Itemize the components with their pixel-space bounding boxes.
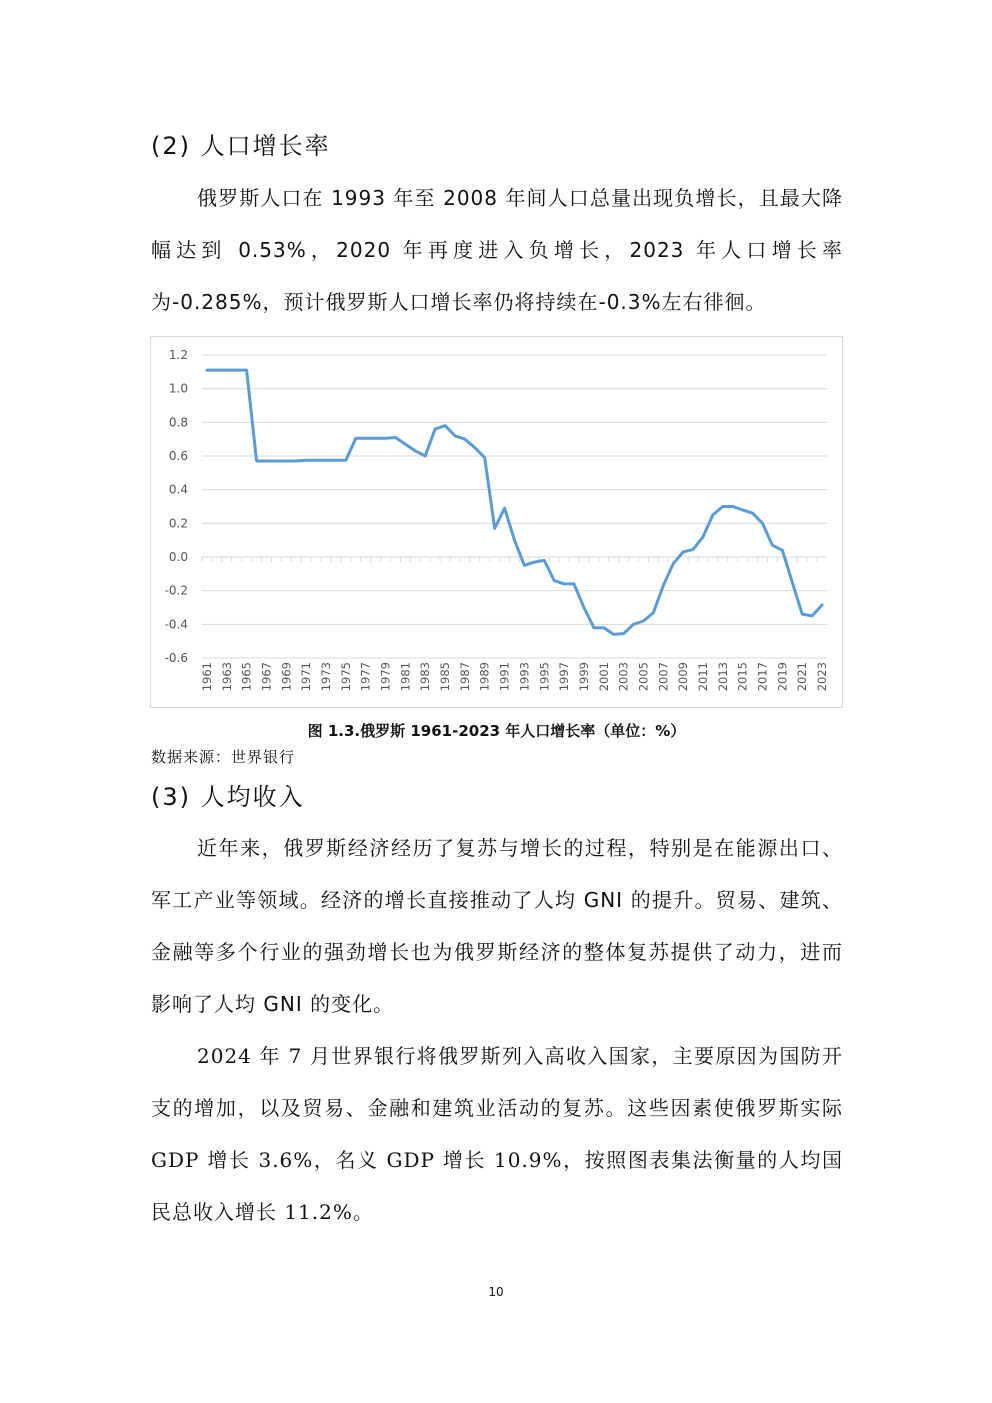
- population-growth-chart: [150, 336, 843, 708]
- x-tick-label: 2009: [676, 662, 691, 692]
- y-tick-label: 0.2: [168, 516, 188, 531]
- x-tick-label: 1997: [557, 662, 572, 692]
- x-tick-label: 1975: [338, 662, 353, 692]
- x-tick-label: 1981: [398, 662, 413, 692]
- x-tick-label: 1977: [358, 662, 373, 692]
- x-tick-label: 1969: [279, 662, 294, 692]
- section-heading-per-capita-income: (3) 人均收入: [151, 783, 305, 811]
- x-tick-label: 1961: [199, 662, 214, 692]
- x-tick-label: 2021: [795, 662, 810, 692]
- figure-caption: 图 1.3.俄罗斯 1961-2023 年人口增长率（单位：%）: [307, 722, 686, 740]
- x-tick-label: 2019: [775, 662, 790, 692]
- paragraph-per-capita-income-1: 近年来，俄罗斯经济经历了复苏与增长的过程，特别是在能源出口、军工产业等领域。经济的增长直接推动了人均 GNI 的提升。贸易、建筑、金融等多个行业的强劲增长也为俄罗斯经济的整体复苏提供了动力，进而影响了人均 GNI 的变化。: [151, 836, 843, 1016]
- chart-series: [207, 370, 822, 634]
- chart-y-ticks: [165, 348, 188, 665]
- y-tick-label: 0.6: [168, 449, 188, 463]
- y-tick-label: 0.0: [168, 550, 188, 564]
- x-tick-label: 1999: [576, 662, 591, 692]
- x-tick-label: 1965: [239, 662, 254, 692]
- y-tick-label: -0.2: [164, 583, 188, 598]
- x-tick-label: 1985: [438, 662, 453, 692]
- x-tick-label: 2023: [815, 662, 830, 692]
- paragraph-population-growth: 俄罗斯人口在 1993 年至 2008 年间人口总量出现负增长，且最大降幅达到 0.53%，2020 年再度进入负增长，2023 年人口增长率为-0.285%，预计俄罗斯人口增长率仍将持续在-0.3%左右徘徊。: [151, 186, 843, 314]
- y-tick-label: 1.0: [168, 381, 188, 396]
- x-tick-label: 1993: [517, 662, 532, 692]
- paragraph-per-capita-income-2: 2024 年 7 月世界银行将俄罗斯列入高收入国家，主要原因为国防开支的增加，以及贸易、金融和建筑业活动的复苏。这些因素使俄罗斯实际 GDP 增长 3.6%，名义 GDP 增长 10.9%，按照图表集法衡量的人均国民总收入增长 11.2%。: [151, 1044, 843, 1224]
- x-tick-label: 1983: [418, 662, 433, 692]
- y-tick-label: -0.4: [164, 617, 188, 632]
- y-tick-label: 0.4: [168, 482, 188, 497]
- figure-source: 数据来源：世界银行: [151, 748, 296, 766]
- x-tick-label: 2003: [616, 662, 631, 692]
- series-line-population-growth: [207, 370, 822, 634]
- x-tick-label: 1979: [378, 662, 393, 692]
- x-tick-label: 1991: [497, 662, 512, 692]
- x-tick-label: 1963: [219, 662, 234, 692]
- x-tick-label: 2017: [755, 662, 770, 692]
- x-tick-label: 1973: [319, 662, 334, 692]
- x-tick-label: 2005: [636, 662, 651, 692]
- section-heading-population-growth: (2) 人口增长率: [151, 132, 331, 160]
- chart-canvas: [151, 337, 844, 709]
- y-tick-label: 0.8: [168, 415, 188, 430]
- x-tick-label: 1987: [457, 662, 472, 692]
- x-tick-label: 1995: [537, 662, 552, 692]
- page-number: 10: [488, 1285, 504, 1299]
- x-tick-label: 1971: [299, 662, 314, 692]
- x-tick-label: 2007: [656, 662, 671, 692]
- y-tick-label: -0.6: [164, 651, 188, 665]
- x-tick-label: 1989: [477, 662, 492, 692]
- x-tick-label: 2013: [715, 662, 730, 692]
- x-tick-label: 2001: [596, 662, 611, 692]
- x-tick-label: 1967: [259, 662, 274, 692]
- x-tick-label: 2011: [695, 662, 710, 692]
- x-tick-label: 2015: [735, 662, 750, 692]
- y-tick-label: 1.2: [168, 348, 188, 362]
